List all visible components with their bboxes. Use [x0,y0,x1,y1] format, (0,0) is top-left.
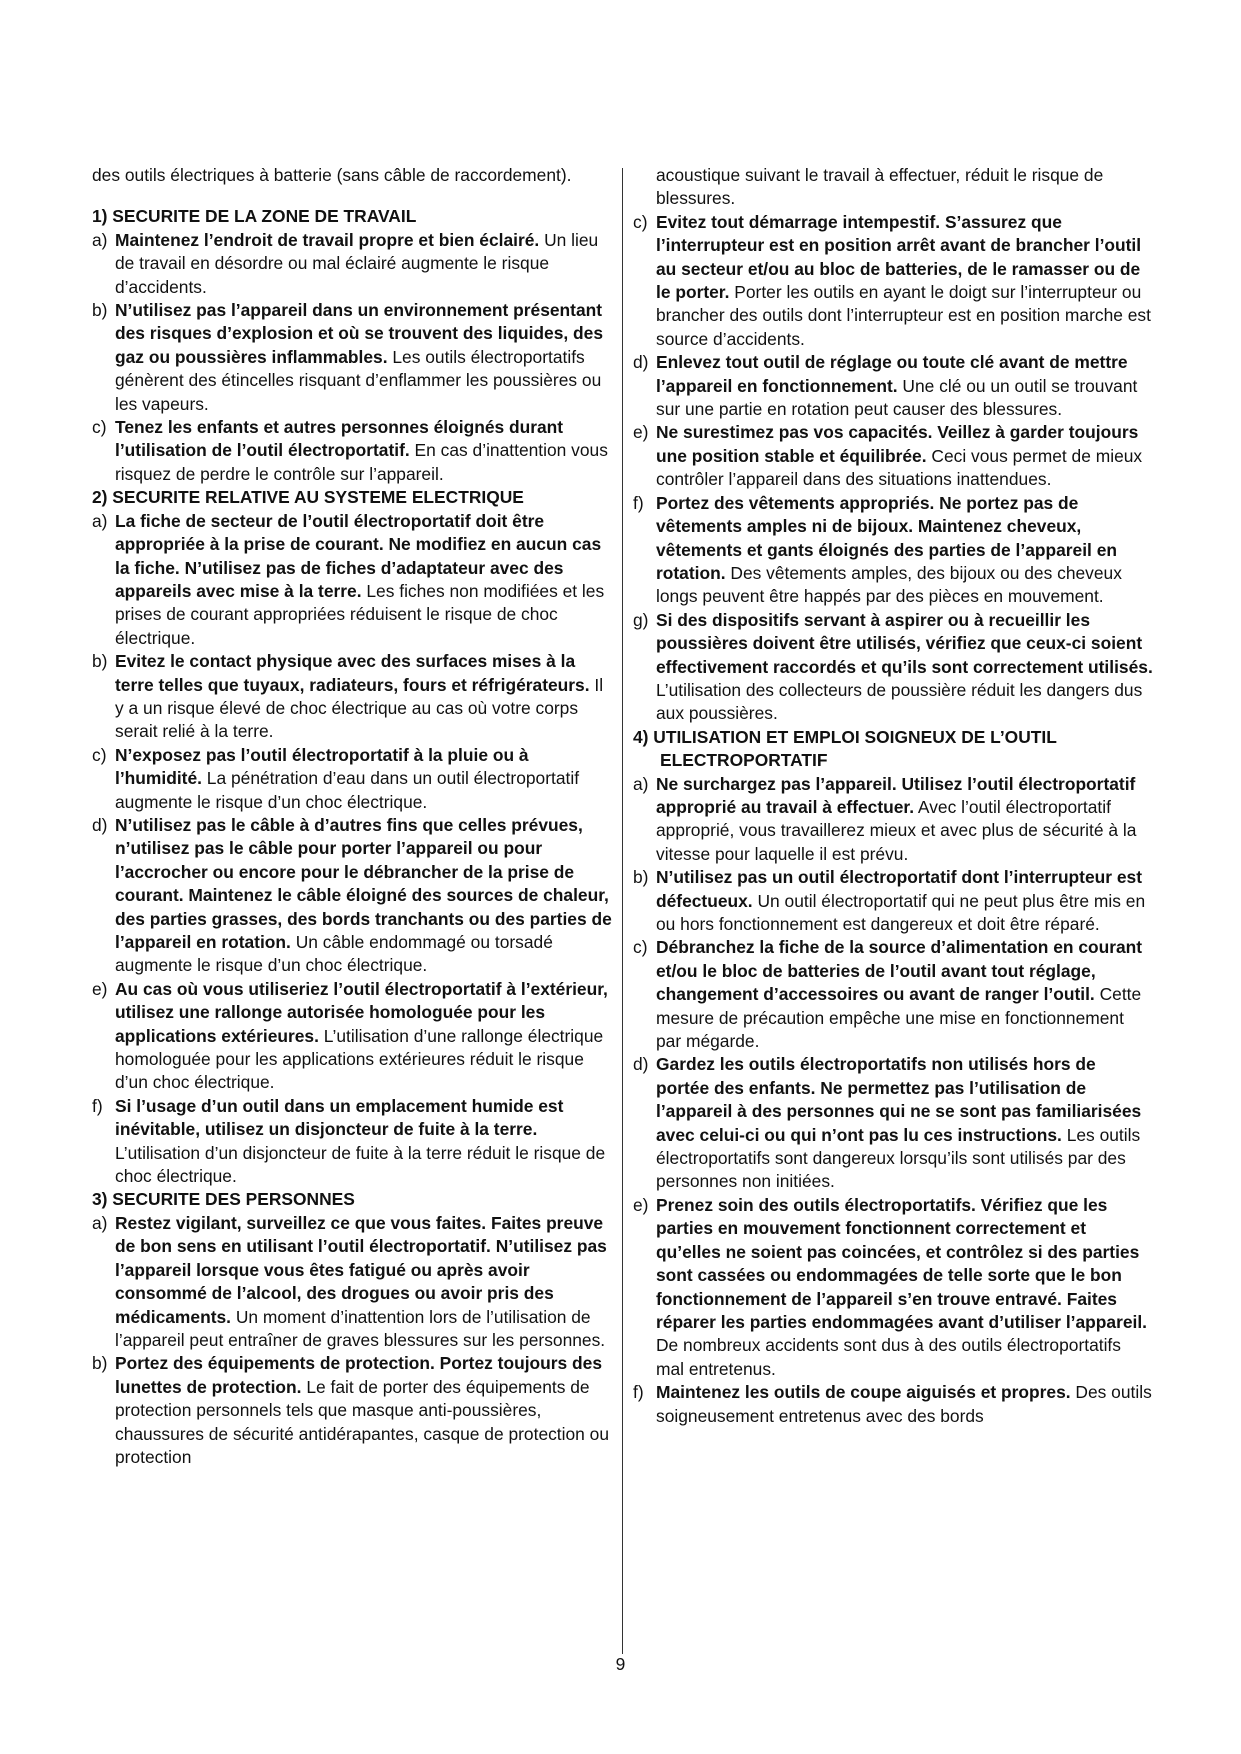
item-text: Avec l’outil électroportatif approprié, vous travaillerez mieux et avec plus de sécurité à la vitesse pour laquelle il est prévu. [656,796,1137,864]
item-text: Porter les outils en ayant le doigt sur l’interrupteur ou brancher des outils dont l’interrupteur est en position marche est source d’accidents. [656,282,1151,349]
list-item [92,744,612,814]
item-bold-text: N’utilisez pas le câble à d’autres fins que celles prévues, n’utilisez pas le câble pour porter l’appareil ou pour l’accrocher ou encore pour le débrancher de la prise de courant. Maintenez le câble éloigné des sources de chaleur, des parties grasses, des bords tranchants ou des parties de l’appareil en rotation. [115,814,612,952]
list-item [92,1212,612,1352]
list-item [92,299,612,416]
item-label: e) [633,422,649,443]
list-item [633,773,1153,867]
list-item [633,421,1153,491]
section-title: 4) UTILISATION ET EMPLOI SOIGNEUX DE L’OUTIL [633,726,1057,747]
item-label: g) [633,609,649,630]
item-label: a) [92,229,108,250]
list-item [92,510,612,650]
item-text: L’utilisation d’un disjoncteur de fuite à la terre réduit le risque de choc électrique. [115,1142,606,1187]
item-text: L’utilisation d’une rallonge électrique homologuée pour les applications extérieures réduit le risque d’un choc électrique. [115,1025,604,1093]
item-bold-text: Gardez les outils électroportatifs non utilisés hors de portée des enfants. Ne permettez pas l’utilisation de l’appareil à des personnes qui ne se sont pas familiarisées avec celui-ci ou qui n’ont pas lu ces instructions. [656,1054,1142,1145]
item-bold-text: Maintenez les outils de coupe aiguisés et propres. [656,1382,1071,1403]
list-item [92,814,612,978]
item-label: c) [633,937,648,958]
item-label: a) [92,1212,108,1233]
right-column [633,164,1153,1428]
list-item [633,936,1153,1053]
item-label: b) [92,300,108,321]
list-item [633,1381,1153,1428]
page-number: 9 [615,1654,626,1674]
item-text: La pénétration d’eau dans un outil électroportatif augmente le risque d’un choc électrique. [115,768,580,812]
item-bold-text: Au cas où vous utiliseriez l’outil électroportatif à l’extérieur, utilisez une rallonge autorisée homologuée pour les applications extérieures. [115,978,608,1046]
list-item [92,229,612,299]
item-label: f) [92,1095,103,1116]
item-label: b) [633,867,649,888]
item-label: d) [633,1054,649,1075]
item-bold-text: La fiche de secteur de l’outil électroportatif doit être appropriée à la prise de courant. Ne modifiez en aucun cas la fiche. N’utilisez pas de fiches d’adaptateur avec des appareils avec mise à la terre. [115,510,602,601]
list-item [92,978,612,1095]
list-item [633,609,1153,726]
list-item [92,1095,612,1189]
list-item [633,492,1153,609]
item-label: e) [633,1194,649,1215]
item-text: Des outils soigneusement entretenus avec des bords [656,1382,1152,1426]
item-label: d) [92,814,108,835]
item-label: f) [633,1382,644,1403]
item-text: L’utilisation des collecteurs de poussière réduit les dangers dus aux poussières. [656,679,1143,724]
item-text: Les outils électroportatifs génèrent des étincelles risquant d’enflammer les poussières ou les vapeurs. [115,346,602,414]
item-text: Il y a un risque élevé de choc électrique au cas où votre corps serait relié à la terre. [115,674,604,742]
list-item [633,351,1153,421]
item-bold-text: Tenez les enfants et autres personnes éloignés durant l’utilisation de l’outil électroportatif. [115,417,564,461]
item-label: a) [92,510,108,531]
section-title: 3) SECURITE DES PERSONNES [92,1189,355,1210]
item-text: Les fiches non modifiées et les prises de courant appropriées réduisent le risque de choc électrique. [115,580,605,648]
item-bold-text: Prenez soin des outils électroportatifs. Vérifiez que les parties en mouvement fonctionnent correctement et qu’elles ne soient pas coincées, et contrôlez si des parties sont cassées ou endommagées de telle sorte que le bon fonctionnement de l’appareil s’en trouve entravé. Faites réparer les parties endommagées avant d’utiliser l’appareil. [656,1194,1148,1332]
section-title-continued: ELECTROPORTATIF [660,750,828,771]
item-label: e) [92,978,108,999]
list-item [633,866,1153,936]
item-label: b) [92,651,108,672]
item-bold-text: Portez des vêtements appropriés. Ne portez pas de vêtements amples ni de bijoux. Maintenez cheveux, vêtements et gants éloignés des parties de l’appareil en rotation. [656,492,1118,583]
item-bold-text: Débranchez la fiche de la source d’alimentation en courant et/ou le bloc de batteries de l’outil avant tout réglage, changement d’accessoires ou avant de ranger l’outil. [656,937,1143,1005]
section-title: 2) SECURITE RELATIVE AU SYSTEME ELECTRIQUE [92,487,524,508]
item-bold-text: Si l’usage d’un outil dans un emplacement humide est inévitable, utilisez un disjoncteur de fuite à la terre. [115,1095,564,1140]
item-bold-text: Restez vigilant, surveillez ce que vous faites. Faites preuve de bon sens en utilisant l’outil électroportatif. N’utilisez pas l’appareil lorsque vous êtes fatigué ou après avoir consommé de l’alcool, des drogues ou avoir pris des médicaments. [115,1212,607,1327]
item-label: a) [633,773,649,794]
item-text: Les outils électroportatifs sont dangereux lorsqu’ils sont utilisés par des personnes non initiées. [656,1124,1141,1192]
list-item [92,416,612,486]
item-text: Une clé ou un outil se trouvant sur une partie en rotation peut causer des blessures. [656,375,1138,420]
column-divider [622,168,623,1654]
item-bold-text: N’exposez pas l’outil électroportatif à la pluie ou à l’humidité. [115,744,529,789]
item-text: Le fait de porter des équipements de protection personnels tels que masque anti-poussières, chaussures de sécurité antidérapantes, casque de protection ou protection [115,1376,610,1467]
item-text: Ceci vous permet de mieux contrôler l’appareil dans des situations inattendues. [656,445,1143,490]
item-label: f) [633,492,644,513]
item-bold-text: Maintenez l’endroit de travail propre et bien éclairé. [115,229,540,250]
item-bold-text: Si des dispositifs servant à aspirer ou à recueillir les poussières doivent être utilisés, vérifiez que ceux-ci soient effectivement raccordés et qu’ils sont correctement utilisés. [656,609,1153,677]
item-bold-text: Evitez le contact physique avec des surfaces mises à la terre telles que tuyaux, radiateurs, fours et réfrigérateurs. [115,651,590,695]
list-item [92,650,612,744]
item-text: Cette mesure de précaution empêche une mise en fonctionnement par mégarde. [656,984,1142,1052]
item-bold-text: Portez des équipements de protection. Portez toujours des lunettes de protection. [115,1353,603,1397]
item-bold-text: Ne surestimez pas vos capacités. Veillez à garder toujours une position stable et équilibrée. [656,422,1139,466]
continuation-text [633,164,1153,211]
left-column [92,164,612,1469]
item-label: c) [92,744,107,765]
item-bold-text: N’utilisez pas l’appareil dans un environnement présentant des risques d’explosion et où se trouvent des liquides, des gaz ou poussières inflammables. [115,300,604,367]
item-label: d) [633,352,649,373]
item-bold-text: Evitez tout démarrage intempestif. S’assurez que l’interrupteur est en position arrêt avant de brancher l’outil au secteur et/ou au bloc de batteries, de le ramasser ou de le porter. [656,211,1142,303]
item-text: De nombreux accidents sont dus à des outils électroportatifs mal entretenus. [656,1335,1121,1379]
item-text: acoustique suivant le travail à effectuer, réduit le risque de blessures. [656,165,1104,209]
item-text: En cas d’inattention vous risquez de perdre le contrôle sur l’appareil. [115,440,608,484]
item-label: c) [633,211,648,232]
item-text: Un lieu de travail en désordre ou mal éclairé augmente le risque d’accidents. [115,229,599,297]
item-bold-text: N’utilisez pas un outil électroportatif dont l’interrupteur est défectueux. [656,867,1143,911]
item-label: c) [92,417,107,438]
item-bold-text: Ne surchargez pas l’appareil. Utilisez l’outil électroportatif approprié au travail à effectuer. [656,773,1136,817]
item-bold-text: Enlevez tout outil de réglage ou toute clé avant de mettre l’appareil en fonctionnement. [656,352,1128,396]
list-item [633,1194,1153,1381]
item-label: b) [92,1353,108,1374]
item-text: Un câble endommagé ou torsadé augmente le risque d’un choc électrique. [115,932,553,976]
list-item [633,211,1153,351]
section-title: 1) SECURITE DE LA ZONE DE TRAVAIL [92,206,417,227]
list-item [633,1053,1153,1193]
list-item [92,1352,612,1469]
item-text: Un outil électroportatif qui ne peut plus être mis en ou hors fonctionnement est dangereux et doit être réparé. [656,890,1146,934]
intro-text: des outils électriques à batterie (sans câble de raccordement). [92,165,572,185]
item-text: Un moment d’inattention lors de l’utilisation de l’appareil peut entraîner de graves blessures sur les personnes. [115,1306,606,1350]
item-text: Des vêtements amples, des bijoux ou des cheveux longs peuvent être happés par des pièces en mouvement. [656,562,1122,607]
